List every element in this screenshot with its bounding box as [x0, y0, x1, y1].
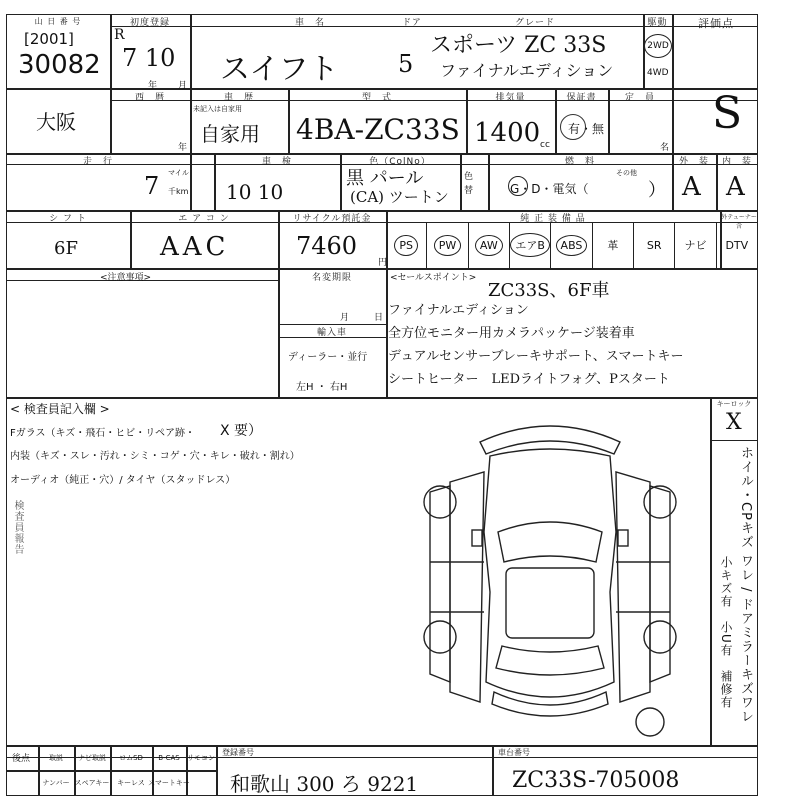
score-value: S — [712, 88, 743, 139]
chassis-value: ZC33S-705008 — [512, 768, 680, 793]
mileage-label: 走 行 — [82, 157, 113, 167]
color-value: 黒 パール — [346, 168, 424, 189]
expiry-day: 日 — [374, 313, 384, 323]
expiry-label: 名変期限 — [311, 273, 352, 283]
sales-line: 全方位モニター用カメラパッケージ装着車 — [388, 326, 635, 341]
tv-label: 外テューナー含 — [721, 214, 757, 230]
score-label: 評価点 — [698, 17, 734, 30]
footer-item: ナビ取説 — [78, 753, 106, 762]
first-reg-r: R — [114, 27, 125, 43]
grade-label: グレード — [514, 18, 555, 28]
drive-label: 駆動 — [647, 18, 668, 28]
door-label: ドア — [402, 18, 422, 28]
footer-item: キーレス — [117, 779, 145, 787]
import-value: ディーラー・並行 — [288, 352, 368, 363]
handle-value: 左H ・ 右H — [296, 382, 348, 393]
region-value: 大阪 — [36, 110, 76, 134]
equipment-item — [717, 222, 758, 268]
history-value: 自家用 — [200, 122, 260, 146]
expiry-month: 月 — [340, 313, 350, 323]
audio-line: オーディオ（純正・穴）/ タイヤ（スタッドレス） — [10, 475, 236, 486]
equipment-item — [551, 222, 592, 268]
sales-line: デュアルセンサーブレーキサポート、スマートキー — [388, 349, 684, 364]
sales-line: ファイナルエディション — [388, 303, 529, 318]
fuel-value: G・D・電気（ — [510, 182, 589, 196]
exterior-label: 外 装 — [678, 157, 709, 167]
name-label: 名 — [660, 143, 670, 153]
displacement-value: 1400 — [474, 118, 541, 148]
warranty-value: 有・無 — [568, 122, 605, 136]
code-small: 山 日 番 号 — [34, 17, 82, 26]
glass-line: Fガラス（キズ・飛石・ヒビ・リペア跡・ — [10, 428, 196, 439]
interior-line: 内装（キズ・スレ・汚れ・シミ・コゲ・穴・キレ・破れ・割れ） — [10, 451, 300, 462]
shift-label: シ フ ト — [49, 214, 87, 224]
sales-label: <セールスポイント> — [390, 273, 477, 283]
grade-line2: ファイナルエディション — [440, 61, 614, 80]
inspection-label: 車 検 — [261, 157, 292, 167]
footer-item: スマートキー — [148, 779, 190, 787]
equipment-item-label: PS — [394, 235, 418, 256]
warranty-label: 保証書 — [566, 93, 597, 103]
color-label: 色（ColNo） — [369, 157, 431, 167]
color-side: 色替 — [464, 172, 474, 196]
month-label: 月 — [178, 81, 188, 91]
cc-label: cc — [540, 140, 550, 150]
mileage-unit: マイル — [168, 169, 189, 177]
model-value: 4BA-ZC33S — [296, 113, 460, 146]
history-label: 車 歴 — [223, 93, 254, 103]
equipment-item — [469, 222, 510, 268]
mileage-value: 7 — [144, 172, 160, 200]
footer-items-row1 — [38, 745, 216, 770]
equipment-item — [427, 222, 468, 268]
car-name: スイフト — [220, 52, 339, 87]
fuel-label: 燃 料 — [564, 157, 595, 167]
model-label: 型 式 — [361, 93, 392, 103]
inspector-title: < 検査員記入欄 > — [10, 402, 110, 416]
inspector-side-label: 検査員報告 — [12, 500, 23, 555]
equipment-item-label: ABS — [556, 235, 588, 256]
equipment-item-label: DTV — [725, 238, 749, 252]
equipment-item — [593, 222, 634, 268]
footer-items-row2 — [38, 770, 216, 796]
footer-item: 取説 — [49, 753, 63, 762]
recycle-value: 7460 — [296, 232, 358, 260]
footer-item: リモコン — [187, 753, 215, 762]
equipment-item — [510, 222, 551, 268]
lot-number: 30082 — [18, 50, 101, 80]
drive-4wd: 4WD — [647, 68, 669, 78]
equipment-item — [634, 222, 675, 268]
sales-line: ZC33S、6F車 — [488, 280, 610, 301]
glass-mark: X 要） — [220, 423, 263, 439]
notes-label: <注意事項> — [100, 273, 152, 283]
import-label: 輸入車 — [316, 328, 347, 338]
history-note: 未記入は自家用 — [193, 105, 242, 113]
equipment-list — [386, 222, 758, 268]
check-label: 後点 — [12, 754, 31, 764]
plate-value: 和歌山 300 ろ 9221 — [230, 772, 419, 796]
footer-item: スペアキー — [74, 779, 110, 787]
year-label-2: 年 — [178, 143, 188, 153]
equipment-item — [675, 222, 716, 268]
sales-points — [388, 276, 758, 396]
capacity-label: 定 員 — [624, 93, 655, 103]
footer-item: ナンバー — [42, 779, 70, 787]
interior-label: 内 装 — [721, 157, 752, 167]
region-label: 西 暦 — [134, 93, 165, 103]
mileage-unit2: 千km — [168, 187, 189, 196]
fuel-close: ） — [648, 180, 666, 201]
equipment-item-label: 革 — [607, 239, 619, 252]
drive-2wd: 2WD — [644, 34, 672, 58]
first-reg-value: 7 10 — [122, 44, 176, 72]
equipment-item-label: SR — [646, 238, 662, 252]
side-remarks-1: ホイル・CPキズ ワレ / ドアミラーキズワレ — [738, 446, 753, 724]
exterior-value: A — [682, 172, 701, 202]
door-value: 5 — [398, 50, 414, 78]
interior-value: A — [726, 172, 745, 202]
fuel-other: その他 — [616, 169, 637, 177]
color-value2: (CA) ツートン — [350, 188, 449, 206]
plate-label: 登録番号 — [222, 748, 254, 757]
equipment-item-label: PW — [434, 235, 462, 256]
keylock-value: X — [726, 410, 742, 435]
shift-value: 6F — [54, 238, 78, 259]
sales-line: シートヒーター LEDライトフォグ、Pスタート — [388, 372, 670, 387]
ac-value: AAC — [160, 232, 230, 262]
lot-year: [2001] — [24, 30, 74, 48]
first-reg-label: 初度登録 — [129, 18, 170, 28]
keylock-label: キーロック — [716, 400, 752, 408]
recycle-unit: 円 — [378, 258, 388, 268]
equipment-item — [386, 222, 427, 268]
side-remarks-2: 小キズ有 小U有 補修有 — [719, 556, 733, 709]
car-diagram — [410, 412, 690, 742]
footer-item: B-CAS — [158, 753, 180, 762]
equipment-item-label: ナビ — [684, 239, 707, 252]
recycle-label: リサイクル預託金 — [292, 214, 372, 224]
equipment-label: 純 正 装 備 品 — [520, 214, 586, 224]
footer-item: ロムSD — [119, 753, 143, 762]
grade-line1: スポーツ ZC 33S — [430, 33, 607, 58]
chassis-label: 車台番号 — [498, 748, 530, 757]
ac-label: エ ア コ ン — [178, 214, 230, 224]
year-label: 年 — [148, 81, 158, 91]
displacement-label: 排気量 — [495, 93, 526, 103]
equipment-item-label: エアB — [510, 233, 550, 257]
equipment-item-label: AW — [475, 235, 503, 256]
car-name-label: 車 名 — [294, 18, 325, 28]
inspection-value: 10 10 — [226, 180, 284, 204]
